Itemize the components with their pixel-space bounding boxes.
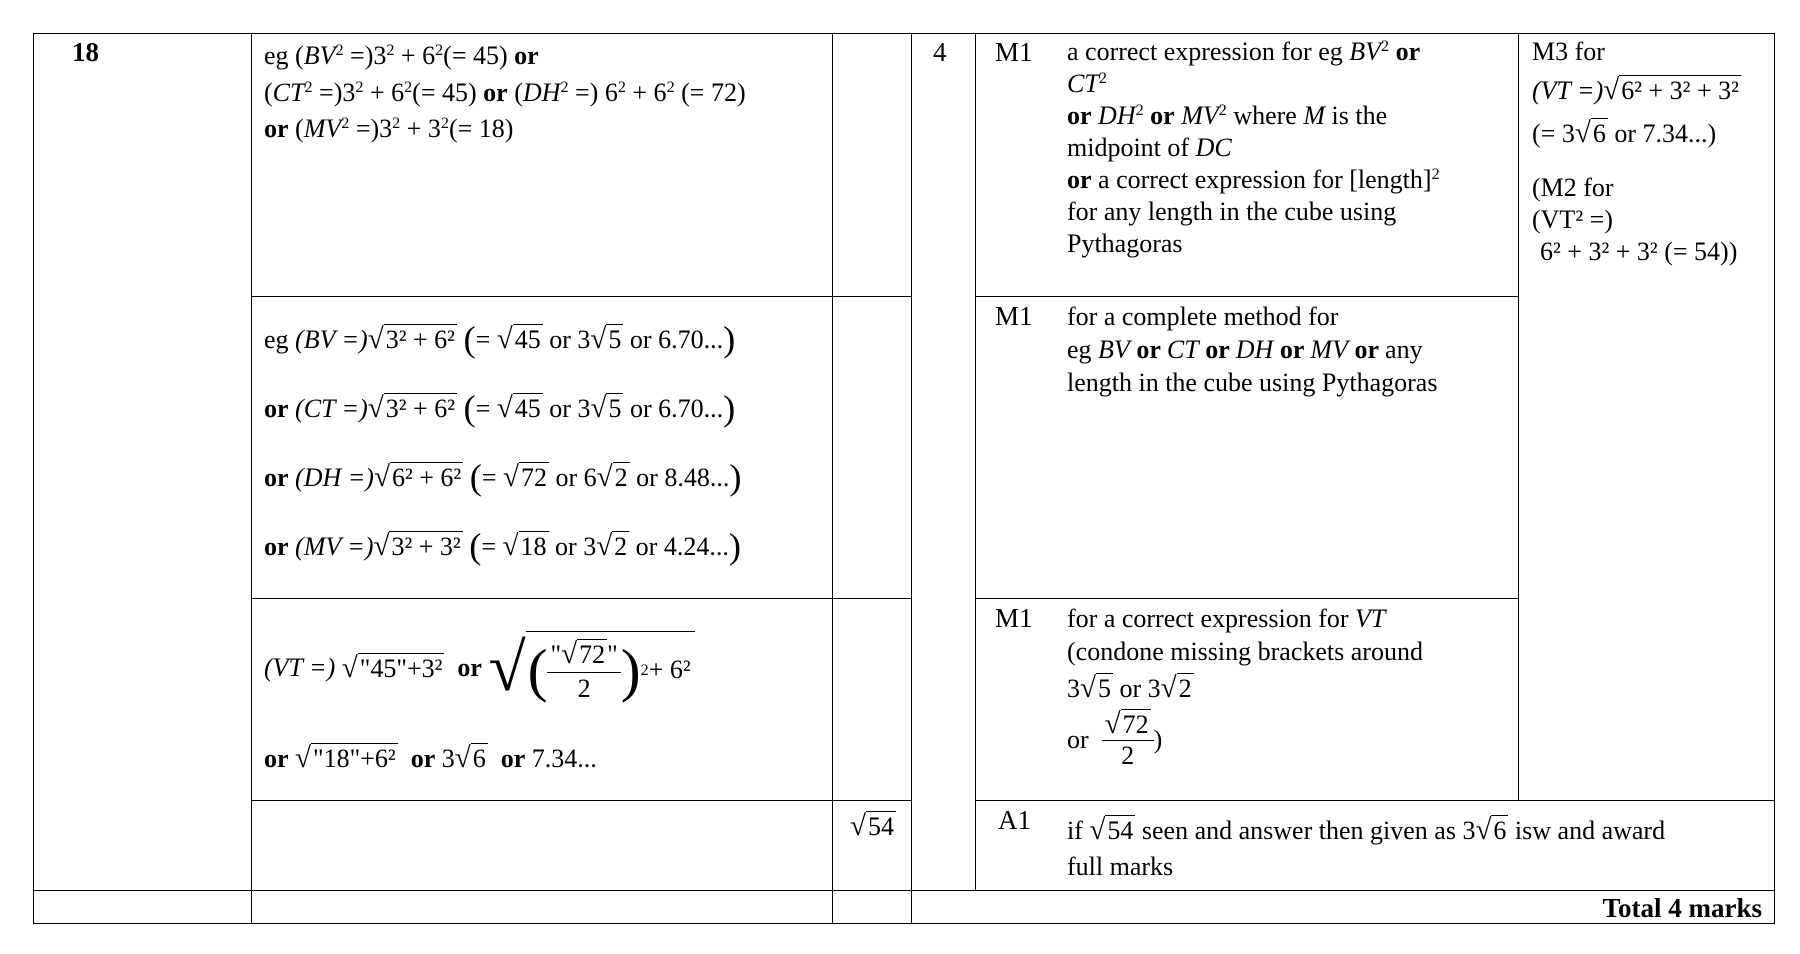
or-text: or xyxy=(1067,165,1092,194)
text: or xyxy=(555,463,578,493)
text: 6² + 3² + 3² (= 54)) xyxy=(1540,237,1738,266)
text: + 6² xyxy=(648,655,691,685)
text: or xyxy=(1119,674,1142,703)
working-mv: or (MV =)√3² + 3² (= √18 or 3√2 or 4.24...) xyxy=(264,526,741,567)
text: or xyxy=(1067,725,1089,754)
text: + 3 xyxy=(400,114,441,143)
text: (VT =) xyxy=(264,652,336,682)
text: DH xyxy=(1098,101,1136,130)
text: "18"+6² xyxy=(313,744,396,773)
rule-c3 xyxy=(911,33,912,924)
text: or xyxy=(629,394,652,424)
working-bv: eg (BV =)√3² + 6² (= √45 or 3√5 or 6.70...) xyxy=(264,319,736,359)
text: ( xyxy=(507,77,523,107)
text: MV xyxy=(1181,101,1219,130)
text: 54 xyxy=(1107,816,1134,845)
text: (condone missing brackets around xyxy=(1067,637,1423,666)
text: =)3 xyxy=(343,41,387,70)
text: 45 xyxy=(514,325,541,355)
text: 72 xyxy=(579,639,606,669)
text: 45 xyxy=(514,394,541,424)
text: + 6 xyxy=(394,41,436,70)
text: DH xyxy=(1235,335,1274,364)
rule-r2b xyxy=(975,598,1518,599)
rule-c5 xyxy=(1518,33,1519,801)
text: 72 xyxy=(521,463,547,493)
or-text: or xyxy=(264,394,289,424)
working-ct: or (CT =)√3² + 6² (= √45 or 3√5 or 6.70...) xyxy=(264,388,736,429)
working-dh: or (DH =)√6² + 6² (= √72 or 6√2 or 8.48...) xyxy=(264,457,742,498)
or-text: or xyxy=(264,114,289,143)
mark-total: 4 xyxy=(933,37,947,67)
text: for a complete method for xyxy=(1067,302,1339,331)
text: ( xyxy=(288,114,304,143)
rule-c4 xyxy=(975,33,976,891)
text: + 6 xyxy=(625,77,667,107)
text: 3 xyxy=(1067,674,1080,703)
text: 6.70... xyxy=(658,394,724,424)
text: a correct expression for [length] xyxy=(1091,165,1432,194)
or-text: or xyxy=(1129,335,1167,364)
text: for any length in the cube using xyxy=(1067,197,1397,226)
text: or xyxy=(549,325,571,355)
text: full marks xyxy=(1067,852,1174,881)
text: M3 for xyxy=(1532,37,1605,66)
text: BV xyxy=(1349,37,1382,66)
text: or xyxy=(635,532,658,562)
or-text: or xyxy=(1067,101,1092,130)
text: 54 xyxy=(867,812,894,841)
text: ) xyxy=(1153,725,1163,754)
working-row-2 xyxy=(264,305,741,581)
text: MV xyxy=(1310,335,1348,364)
text: (DH =) xyxy=(288,463,374,493)
text: (M2 for xyxy=(1532,173,1614,202)
rule-r2 xyxy=(251,598,911,599)
mark-code-2: M1 xyxy=(995,301,1033,331)
text: (= 45) xyxy=(412,77,484,107)
text: 3 xyxy=(577,394,591,424)
text: 6.70... xyxy=(658,325,724,355)
text: (= 45) xyxy=(443,41,515,70)
text: 2 xyxy=(1178,674,1192,703)
total-marks: Total 4 marks xyxy=(1602,893,1762,923)
notes-row-2 xyxy=(1067,300,1437,399)
text: 18 xyxy=(520,532,547,562)
text: Pythagoras xyxy=(1067,229,1183,258)
text: VT xyxy=(1355,604,1386,633)
text: (VT =) xyxy=(1532,76,1604,105)
text: (= 18) xyxy=(448,114,514,143)
or-text: or xyxy=(264,744,289,773)
text: or xyxy=(555,532,577,562)
text: 6 xyxy=(472,744,486,773)
or-text: or xyxy=(1395,37,1421,66)
text: MV xyxy=(303,114,342,143)
rule-r1 xyxy=(251,296,911,297)
or-text: or xyxy=(514,41,539,70)
text: =)3 xyxy=(312,77,356,107)
text: (BV =) xyxy=(288,325,368,355)
text: CT xyxy=(1067,69,1099,98)
rule-bottom xyxy=(33,923,1774,924)
mark-code-3: M1 xyxy=(995,603,1033,633)
text: eg xyxy=(264,325,289,355)
text: CT xyxy=(1166,335,1199,364)
text: 2 xyxy=(614,532,628,562)
answer-cell: √54 xyxy=(850,810,894,842)
working-line-bv: eg $(BV^2 =)3^2 + 6^2(= 45)$ or xyxy=(264,41,539,70)
text: midpoint of xyxy=(1067,133,1196,162)
text: 8.48... xyxy=(664,463,730,493)
working-line-mv: or $(MV^2 =)3^2 + 3^2(= 18)$ xyxy=(264,114,514,143)
rule-r3b xyxy=(975,800,1774,801)
text: (VT² =) xyxy=(1532,205,1613,234)
text: =) 6 xyxy=(568,77,618,107)
or-text: or xyxy=(264,532,289,562)
text: 6 xyxy=(583,463,597,493)
text: 6² + 6² xyxy=(391,463,462,493)
working-line-ct: $(CT^2 =)3^2 + 6^2(= 45)$ or ($DH^2$ =) $6^2 + 6^2$ (= 72) xyxy=(264,77,746,107)
text: 3 xyxy=(577,325,591,355)
text: DC xyxy=(1195,133,1232,162)
text: 2 xyxy=(577,673,591,703)
text: (= 3 xyxy=(1532,119,1575,148)
text: =)3 xyxy=(349,114,393,143)
text: + 6 xyxy=(363,77,405,107)
text: " xyxy=(550,639,562,669)
rule-left xyxy=(33,33,34,924)
text: 3 xyxy=(441,744,455,773)
or-text: or xyxy=(410,744,436,773)
or-text: or xyxy=(500,744,526,773)
text: " xyxy=(607,639,618,669)
working-row-3: (VT =) √"45"+3² or √ ( $\frac{"√72"}{2}$ ) 2 + 6² or √"18"+6² or 3√6 or 7.34... xyxy=(264,608,695,776)
text: 3² + 3² xyxy=(391,532,461,562)
text: 6 xyxy=(1493,816,1507,845)
text: 3 xyxy=(583,532,597,562)
rule-top xyxy=(33,33,1774,34)
text: where xyxy=(1226,101,1304,130)
text: 2 xyxy=(614,463,628,493)
text: 3 xyxy=(1462,816,1476,845)
rule-r1b xyxy=(975,296,1518,297)
text: eg ( xyxy=(264,41,304,70)
text: ( xyxy=(264,77,273,107)
or-text: or xyxy=(1273,335,1311,364)
text: or xyxy=(549,394,571,424)
rule-r4 xyxy=(33,890,1774,891)
text: for a correct expression for xyxy=(1067,604,1356,633)
or-text: or xyxy=(483,77,508,107)
text: 7.34... xyxy=(531,744,597,773)
text: CT xyxy=(272,77,305,107)
text: 5 xyxy=(608,394,622,424)
text: if xyxy=(1067,816,1090,845)
rule-c1 xyxy=(251,33,252,924)
text: or 7.34...) xyxy=(1607,119,1717,148)
notes-row-1: a correct expression for eg $BV^2$ or $CT^2$ or $DH^2$ or $MV^2$ where M is the midpoint of DC or a correct expression for [length]$^2$ for any length in the cube using Pythagoras xyxy=(1067,37,1440,258)
text: 4.24... xyxy=(663,532,729,562)
text: DH xyxy=(522,77,561,107)
text: BV xyxy=(1098,335,1130,364)
notes-row-3: for a correct expression for VT (condone missing brackets around 3√5 or 3√2 or $\frac{√72}{2}$ ) xyxy=(1067,604,1423,770)
working-row-1 xyxy=(264,40,746,146)
text: seen and answer then given as xyxy=(1135,816,1463,845)
text: 2 xyxy=(1121,741,1135,770)
text: any xyxy=(1385,335,1423,364)
rule-right xyxy=(1774,33,1775,924)
text: eg xyxy=(1067,335,1099,364)
or-text: or xyxy=(1150,101,1175,130)
m3-column: M3 for (VT =)√6² + 3² + 3² (= 3√6 or 7.34...) (M2 for (VT² =) 6² + 3² + 3² (= 54)) xyxy=(1532,37,1739,266)
mark-code-4: A1 xyxy=(998,805,1031,835)
or-text: or xyxy=(264,463,289,493)
question-number: 18 xyxy=(72,37,99,67)
text: (= 72) xyxy=(674,77,746,107)
text: isw and award xyxy=(1508,816,1666,845)
text: a correct expression for eg xyxy=(1067,37,1350,66)
text: or xyxy=(636,463,658,493)
text: 5 xyxy=(1097,674,1111,703)
text: 6 xyxy=(1592,119,1606,148)
text: 5 xyxy=(608,325,622,355)
or-text: or xyxy=(1198,335,1236,364)
text: length in the cube using Pythagoras xyxy=(1067,368,1438,397)
text: M xyxy=(1303,101,1326,130)
text: 3² + 6² xyxy=(385,325,455,355)
rule-r3 xyxy=(251,800,911,801)
text: 3² + 6² xyxy=(385,394,455,424)
rule-c2 xyxy=(832,33,833,924)
text: 3 xyxy=(1147,674,1161,703)
notes-row-4: if √54 seen and answer then given as 3√6 isw and award full marks xyxy=(1067,812,1665,885)
text: 72 xyxy=(1122,710,1149,739)
text: "45"+3² xyxy=(359,653,443,683)
mark-code-1: M1 xyxy=(995,37,1033,67)
or-text: or xyxy=(457,652,482,682)
text: 6² + 3² + 3² xyxy=(1621,76,1739,105)
text: BV xyxy=(303,41,336,70)
text: is the xyxy=(1325,101,1388,130)
text: or xyxy=(629,325,652,355)
or-text: or xyxy=(1347,335,1386,364)
text: (MV =) xyxy=(288,532,374,562)
text: (CT =) xyxy=(288,394,368,424)
